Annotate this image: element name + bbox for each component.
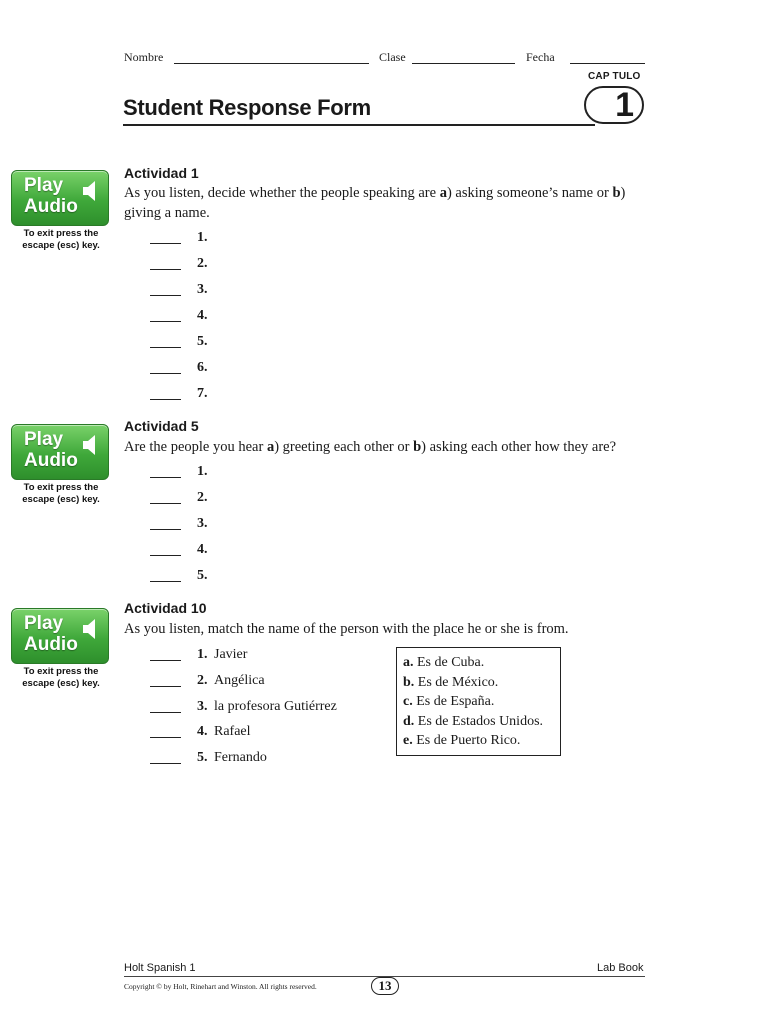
option: b. Es de México. [403, 674, 499, 690]
answer-blank[interactable] [150, 737, 181, 738]
footer-book-title: Holt Spanish 1 [124, 962, 196, 974]
chapter-number: 1 [615, 85, 634, 124]
activity-title: Actividad 1 [124, 165, 199, 181]
activity-instruction: As you listen, match the name of the person with the place he or she is from. [124, 621, 569, 637]
activity-instruction: As you listen, decide whether the people speaking are a) asking someone’s name or b) giving a name. [124, 185, 626, 221]
answer-blank[interactable] [150, 503, 181, 504]
answer-blank[interactable] [150, 660, 181, 661]
answer-blank[interactable] [150, 686, 181, 687]
audio-label: Audio [24, 450, 78, 471]
audio-label: Audio [24, 196, 78, 217]
activity-title: Actividad 10 [124, 600, 207, 616]
answer-blank[interactable] [150, 269, 181, 270]
answer-blank[interactable] [150, 712, 181, 713]
answer-blank[interactable] [150, 347, 181, 348]
date-field[interactable] [570, 63, 645, 64]
footer-lab-book: Lab Book [597, 962, 644, 974]
play-label: Play [24, 429, 64, 450]
name-field[interactable] [174, 63, 369, 64]
chapter-number-badge [584, 86, 644, 124]
answer-blank[interactable] [150, 477, 181, 478]
speaker-icon [82, 434, 102, 456]
answer-blank[interactable] [150, 321, 181, 322]
name-label: Nombre [124, 50, 164, 64]
answer-blank[interactable] [150, 243, 181, 244]
exit-instruction: To exit press the escape (esc) key. [22, 482, 100, 505]
option: c. Es de España. [403, 694, 495, 709]
copyright-notice: Copyright © by Holt, Rinehart and Winston. All rights reserved. [124, 982, 317, 991]
class-label: Clase [379, 50, 406, 64]
answer-blank[interactable] [150, 555, 181, 556]
activity-instruction: Are the people you hear a) greeting each other or b) asking each other how they are? [124, 439, 617, 455]
speaker-icon [82, 618, 102, 640]
play-audio-button[interactable] [11, 424, 109, 480]
page-number: 13 [371, 977, 399, 995]
answer-blank[interactable] [150, 295, 181, 296]
exit-instruction: To exit press the escape (esc) key. [22, 228, 100, 251]
option: d. Es de Estados Unidos. [403, 713, 544, 729]
answer-blank[interactable] [150, 763, 181, 764]
speaker-icon [82, 180, 102, 202]
date-label: Fecha [526, 50, 555, 64]
audio-label: Audio [24, 634, 78, 655]
play-audio-button[interactable] [11, 170, 109, 226]
answer-blank[interactable] [150, 581, 181, 582]
play-label: Play [24, 175, 64, 196]
answer-blank[interactable] [150, 529, 181, 530]
chapter-label: CAP TULO [588, 71, 641, 82]
title-rule [123, 124, 595, 126]
option: e. Es de Puerto Rico. [403, 733, 521, 748]
exit-instruction: To exit press the escape (esc) key. [22, 666, 100, 689]
answer-blank[interactable] [150, 399, 181, 400]
play-label: Play [24, 613, 64, 634]
activity-title: Actividad 5 [124, 418, 199, 434]
play-audio-button[interactable] [11, 608, 109, 664]
option: a. Es de Cuba. [403, 655, 485, 670]
answer-blank[interactable] [150, 373, 181, 374]
page-title: Student Response Form [123, 95, 371, 120]
answer-options-box [396, 647, 561, 756]
class-field[interactable] [412, 63, 515, 64]
